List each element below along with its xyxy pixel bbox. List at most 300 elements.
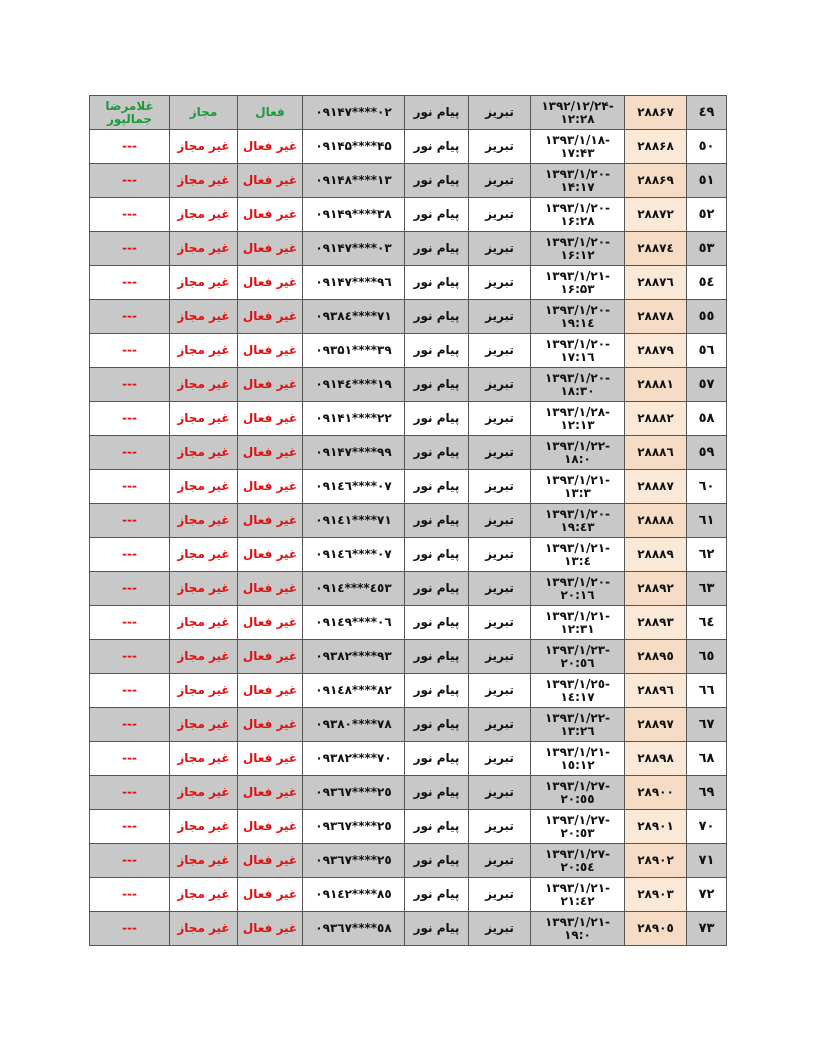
phone-cell: ۰۹۱۴۱****۲۲ bbox=[303, 402, 405, 436]
row-number-cell: ٥٢ bbox=[687, 198, 727, 232]
university-cell: پیام نور bbox=[405, 674, 469, 708]
row-number-cell: ٦١ bbox=[687, 504, 727, 538]
time-text: ۱۶:۱۲ bbox=[560, 247, 595, 262]
date-text: ۱۳۹۳/۱/۲۱- bbox=[544, 268, 610, 283]
datetime-cell bbox=[531, 912, 625, 946]
status-cell: غیر فعال bbox=[238, 572, 303, 606]
university-cell: پیام نور bbox=[405, 300, 469, 334]
row-number-cell: ٦٠ bbox=[687, 470, 727, 504]
table-body bbox=[90, 96, 727, 946]
time-text: ۱۳:٤ bbox=[564, 553, 591, 568]
assignee-cell: --- bbox=[90, 708, 170, 742]
assignee-cell: --- bbox=[90, 504, 170, 538]
permit-cell: غیر مجاز bbox=[170, 640, 238, 674]
status-cell: غیر فعال bbox=[238, 912, 303, 946]
assignee-cell: --- bbox=[90, 198, 170, 232]
university-cell: پیام نور bbox=[405, 538, 469, 572]
table-row bbox=[90, 776, 727, 810]
date-text: ۱۳۹۳/۱/۲۲- bbox=[544, 438, 610, 453]
date-text: ۱۳۹۳/۱/۲۰- bbox=[544, 336, 610, 351]
datetime-cell bbox=[531, 470, 625, 504]
city-cell: تبریز bbox=[469, 368, 531, 402]
university-cell: پیام نور bbox=[405, 878, 469, 912]
assignee-cell: --- bbox=[90, 878, 170, 912]
phone-cell: ۰۹۳۸۰****۷۸ bbox=[303, 708, 405, 742]
date-text: ۱۳۹۳/۱/۲۳- bbox=[544, 642, 610, 657]
permit-cell: غیر مجاز bbox=[170, 606, 238, 640]
phone-cell: ۰۹۱۴٤****۱۹ bbox=[303, 368, 405, 402]
city-cell: تبریز bbox=[469, 844, 531, 878]
city-cell: تبریز bbox=[469, 640, 531, 674]
row-number-cell: ٥٤ bbox=[687, 266, 727, 300]
assignee-cell: --- bbox=[90, 538, 170, 572]
row-number-cell: ٥٥ bbox=[687, 300, 727, 334]
table-row bbox=[90, 538, 727, 572]
code-cell: ۲۸۸۷٤ bbox=[625, 232, 687, 266]
code-cell: ۲۸۸۸۹ bbox=[625, 538, 687, 572]
university-cell: پیام نور bbox=[405, 198, 469, 232]
row-number-cell: ٥١ bbox=[687, 164, 727, 198]
status-cell: فعال bbox=[238, 96, 303, 130]
code-cell: ۲۸۸۹٥ bbox=[625, 640, 687, 674]
time-text: ۱٥:۱۲ bbox=[560, 757, 595, 772]
university-cell: پیام نور bbox=[405, 96, 469, 130]
row-number-cell: ٥٣ bbox=[687, 232, 727, 266]
time-text: ۲۰:٥۳ bbox=[560, 825, 595, 840]
datetime-cell bbox=[531, 810, 625, 844]
table-row bbox=[90, 708, 727, 742]
row-number-cell: ٥٧ bbox=[687, 368, 727, 402]
assignee-cell: --- bbox=[90, 266, 170, 300]
city-cell: تبریز bbox=[469, 504, 531, 538]
city-cell: تبریز bbox=[469, 96, 531, 130]
datetime-cell bbox=[531, 572, 625, 606]
university-cell: پیام نور bbox=[405, 844, 469, 878]
assignee-cell: --- bbox=[90, 810, 170, 844]
datetime-cell bbox=[531, 300, 625, 334]
date-text: ۱۳۹۳/۱/۲۰- bbox=[544, 574, 610, 589]
phone-cell: ۰۹۱۴۷****۹٦ bbox=[303, 266, 405, 300]
datetime-cell bbox=[531, 130, 625, 164]
row-number-cell: ٦٤ bbox=[687, 606, 727, 640]
datetime-cell bbox=[531, 640, 625, 674]
row-number-cell: ٦٧ bbox=[687, 708, 727, 742]
phone-cell: ۰۹۱٤٦****۰۷ bbox=[303, 470, 405, 504]
code-cell: ۲۸۸۹۷ bbox=[625, 708, 687, 742]
city-cell: تبریز bbox=[469, 470, 531, 504]
phone-cell: ۰۹۱٤۹****۰٦ bbox=[303, 606, 405, 640]
datetime-cell bbox=[531, 266, 625, 300]
table-row bbox=[90, 300, 727, 334]
row-number-cell: ٦٥ bbox=[687, 640, 727, 674]
code-cell: ۲۸۹۰۰ bbox=[625, 776, 687, 810]
time-text: ۱۶:۵۳ bbox=[560, 281, 595, 296]
row-number-cell: ٦٣ bbox=[687, 572, 727, 606]
phone-cell: ۰۹۳۸۲****۷۰ bbox=[303, 742, 405, 776]
table-row bbox=[90, 878, 727, 912]
assignee-cell: --- bbox=[90, 776, 170, 810]
row-number-cell: ٥٦ bbox=[687, 334, 727, 368]
phone-cell: ۰۹۳۵۱****۳۹ bbox=[303, 334, 405, 368]
permit-cell: غیر مجاز bbox=[170, 538, 238, 572]
assignee-cell: --- bbox=[90, 844, 170, 878]
datetime-cell bbox=[531, 606, 625, 640]
status-cell: غیر فعال bbox=[238, 266, 303, 300]
code-cell: ۲۸۸۷۹ bbox=[625, 334, 687, 368]
university-cell: پیام نور bbox=[405, 912, 469, 946]
date-text: ۱۳۹۳/۱/۲۲- bbox=[544, 710, 610, 725]
phone-cell: ۰۹۱٤۱****۷۱ bbox=[303, 504, 405, 538]
table-row bbox=[90, 742, 727, 776]
city-cell: تبریز bbox=[469, 776, 531, 810]
phone-cell: ۰۹۱٤٦****۰۷ bbox=[303, 538, 405, 572]
code-cell: ۲۸۸۸۸ bbox=[625, 504, 687, 538]
code-cell: ۲۸۸۷۲ bbox=[625, 198, 687, 232]
permit-cell: غیر مجاز bbox=[170, 130, 238, 164]
phone-cell: ۰۹۳۸٤****۷۱ bbox=[303, 300, 405, 334]
city-cell: تبریز bbox=[469, 606, 531, 640]
row-number-cell: ٦٨ bbox=[687, 742, 727, 776]
datetime-cell bbox=[531, 708, 625, 742]
phone-cell: ۰۹۳۸۲****۹۳ bbox=[303, 640, 405, 674]
phone-cell: ۰۹۳٦۷****۲٥ bbox=[303, 844, 405, 878]
datetime-cell bbox=[531, 164, 625, 198]
date-text: ۱۳۹۳/۱/۲۱- bbox=[544, 914, 610, 929]
datetime-cell bbox=[531, 402, 625, 436]
university-cell: پیام نور bbox=[405, 640, 469, 674]
phone-cell: ۰۹۱۴۵****۴۵ bbox=[303, 130, 405, 164]
date-text: ۱۳۹۳/۱/۲۷- bbox=[544, 778, 610, 793]
status-cell: غیر فعال bbox=[238, 674, 303, 708]
time-text: ۱۹:٤۳ bbox=[560, 519, 595, 534]
date-text: ۱۳۹۳/۱/۲۸- bbox=[544, 404, 610, 419]
status-cell: غیر فعال bbox=[238, 538, 303, 572]
table-row bbox=[90, 402, 727, 436]
date-text: ۱۳۹۳/۱/۲۱- bbox=[544, 540, 610, 555]
table-row bbox=[90, 810, 727, 844]
university-cell: پیام نور bbox=[405, 368, 469, 402]
row-number-cell: ٤٩ bbox=[687, 96, 727, 130]
phone-cell: ۰۹۱۴۸****۱۳ bbox=[303, 164, 405, 198]
phone-cell: ۰۹۱۴۷****۹۹ bbox=[303, 436, 405, 470]
university-cell: پیام نور bbox=[405, 470, 469, 504]
permit-cell: غیر مجاز bbox=[170, 164, 238, 198]
code-cell: ۲۸۹۰۲ bbox=[625, 844, 687, 878]
datetime-cell bbox=[531, 368, 625, 402]
phone-cell: ۰۹۳٦۷****٥۸ bbox=[303, 912, 405, 946]
phone-cell: ۰۹۱۴۷****۰۳ bbox=[303, 232, 405, 266]
city-cell: تبریز bbox=[469, 810, 531, 844]
city-cell: تبریز bbox=[469, 742, 531, 776]
code-cell: ۲۸۸۸٦ bbox=[625, 436, 687, 470]
assignee-cell: --- bbox=[90, 334, 170, 368]
code-cell: ۲۸۸۶۷ bbox=[625, 96, 687, 130]
row-number-cell: ٦٦ bbox=[687, 674, 727, 708]
date-text: ۱۳۹۳/۱/۱۸- bbox=[544, 132, 610, 147]
datetime-cell bbox=[531, 776, 625, 810]
code-cell: ۲۸۸۹۳ bbox=[625, 606, 687, 640]
datetime-cell bbox=[531, 334, 625, 368]
assignee-cell: --- bbox=[90, 742, 170, 776]
time-text: ۲۰:۱٦ bbox=[560, 587, 595, 602]
university-cell: پیام نور bbox=[405, 572, 469, 606]
city-cell: تبریز bbox=[469, 708, 531, 742]
assignee-cell: --- bbox=[90, 232, 170, 266]
table-row bbox=[90, 606, 727, 640]
date-text: ۱۳۹۳/۱/۲۱- bbox=[544, 472, 610, 487]
time-text: ۱۸:۳۰ bbox=[560, 383, 595, 398]
row-number-cell: ٥٨ bbox=[687, 402, 727, 436]
phone-cell: ۰۹۱٤۸****۸۲ bbox=[303, 674, 405, 708]
assignee-cell: غلامرضا جمالپور bbox=[90, 96, 170, 130]
code-cell: ۲۸۹۰٥ bbox=[625, 912, 687, 946]
table-row bbox=[90, 266, 727, 300]
permit-cell: غیر مجاز bbox=[170, 266, 238, 300]
phone-cell: ۰۹۱۴۹****۳۸ bbox=[303, 198, 405, 232]
row-number-cell: ٦٢ bbox=[687, 538, 727, 572]
assignee-cell: --- bbox=[90, 300, 170, 334]
code-cell: ۲۸۹۰۳ bbox=[625, 878, 687, 912]
time-text: ۱۷:۱٦ bbox=[560, 349, 595, 364]
datetime-cell bbox=[531, 674, 625, 708]
university-cell: پیام نور bbox=[405, 606, 469, 640]
table-row bbox=[90, 844, 727, 878]
datetime-cell bbox=[531, 538, 625, 572]
city-cell: تبریز bbox=[469, 878, 531, 912]
date-text: ۱۳۹۳/۱/۲۷- bbox=[544, 812, 610, 827]
status-cell: غیر فعال bbox=[238, 402, 303, 436]
row-number-cell: ۷۱ bbox=[687, 844, 727, 878]
assignee-cell: --- bbox=[90, 368, 170, 402]
status-cell: غیر فعال bbox=[238, 130, 303, 164]
code-cell: ۲۸۸۹٦ bbox=[625, 674, 687, 708]
phone-cell: ۰۹۳٦۷****۲٥ bbox=[303, 810, 405, 844]
registry-table bbox=[89, 95, 727, 946]
date-text: ۱۳۹۳/۱/۲۷- bbox=[544, 846, 610, 861]
time-text: ۱۶:۲۸ bbox=[560, 213, 595, 228]
university-cell: پیام نور bbox=[405, 776, 469, 810]
code-cell: ۲۸۸۶۹ bbox=[625, 164, 687, 198]
code-cell: ۲۸۸۷٦ bbox=[625, 266, 687, 300]
assignee-cell: --- bbox=[90, 402, 170, 436]
code-cell: ۲۸۸۸۱ bbox=[625, 368, 687, 402]
datetime-cell bbox=[531, 742, 625, 776]
assignee-cell: --- bbox=[90, 164, 170, 198]
table-row bbox=[90, 640, 727, 674]
table-row bbox=[90, 198, 727, 232]
city-cell: تبریز bbox=[469, 164, 531, 198]
city-cell: تبریز bbox=[469, 232, 531, 266]
table-row bbox=[90, 130, 727, 164]
status-cell: غیر فعال bbox=[238, 436, 303, 470]
city-cell: تبریز bbox=[469, 130, 531, 164]
row-number-cell: ٦٩ bbox=[687, 776, 727, 810]
permit-cell: غیر مجاز bbox=[170, 912, 238, 946]
row-number-cell: ٥٠ bbox=[687, 130, 727, 164]
status-cell: غیر فعال bbox=[238, 878, 303, 912]
permit-cell: غیر مجاز bbox=[170, 368, 238, 402]
time-text: ۱۲:۱۳ bbox=[560, 417, 595, 432]
permit-cell: غیر مجاز bbox=[170, 334, 238, 368]
permit-cell: غیر مجاز bbox=[170, 470, 238, 504]
university-cell: پیام نور bbox=[405, 130, 469, 164]
permit-cell: غیر مجاز bbox=[170, 810, 238, 844]
city-cell: تبریز bbox=[469, 674, 531, 708]
status-cell: غیر فعال bbox=[238, 844, 303, 878]
code-cell: ۲۸۹۰۱ bbox=[625, 810, 687, 844]
permit-cell: غیر مجاز bbox=[170, 742, 238, 776]
permit-cell: غیر مجاز bbox=[170, 878, 238, 912]
assignee-cell: --- bbox=[90, 572, 170, 606]
assignee-cell: --- bbox=[90, 470, 170, 504]
permit-cell: غیر مجاز bbox=[170, 232, 238, 266]
city-cell: تبریز bbox=[469, 300, 531, 334]
status-cell: غیر فعال bbox=[238, 742, 303, 776]
status-cell: غیر فعال bbox=[238, 640, 303, 674]
time-text: ۱٤:۱۷ bbox=[560, 689, 595, 704]
status-cell: غیر فعال bbox=[238, 198, 303, 232]
date-text: ۱۳۹۳/۱/۲۰- bbox=[544, 370, 610, 385]
university-cell: پیام نور bbox=[405, 266, 469, 300]
assignee-cell: --- bbox=[90, 640, 170, 674]
permit-cell: مجاز bbox=[170, 96, 238, 130]
permit-cell: غیر مجاز bbox=[170, 776, 238, 810]
table-row bbox=[90, 368, 727, 402]
row-number-cell: ۷۰ bbox=[687, 810, 727, 844]
table-row bbox=[90, 572, 727, 606]
status-cell: غیر فعال bbox=[238, 164, 303, 198]
assignee-cell: --- bbox=[90, 912, 170, 946]
code-cell: ۲۸۸۷۸ bbox=[625, 300, 687, 334]
university-cell: پیام نور bbox=[405, 810, 469, 844]
status-cell: غیر فعال bbox=[238, 334, 303, 368]
university-cell: پیام نور bbox=[405, 164, 469, 198]
permit-cell: غیر مجاز bbox=[170, 708, 238, 742]
table-row bbox=[90, 504, 727, 538]
university-cell: پیام نور bbox=[405, 504, 469, 538]
phone-cell: ۰۹۱٤٥****٤۳ bbox=[303, 572, 405, 606]
university-cell: پیام نور bbox=[405, 708, 469, 742]
status-cell: غیر فعال bbox=[238, 300, 303, 334]
permit-cell: غیر مجاز bbox=[170, 674, 238, 708]
date-text: ۱۳۹۳/۱/۲۰- bbox=[544, 506, 610, 521]
table-row bbox=[90, 96, 727, 130]
date-text: ۱۳۹۳/۱/۲۱- bbox=[544, 608, 610, 623]
time-text: ۲۰:٥٤ bbox=[560, 859, 595, 874]
university-cell: پیام نور bbox=[405, 436, 469, 470]
time-text: ۱۲:۳۱ bbox=[560, 621, 595, 636]
status-cell: غیر فعال bbox=[238, 232, 303, 266]
code-cell: ۲۸۸۹۲ bbox=[625, 572, 687, 606]
permit-cell: غیر مجاز bbox=[170, 198, 238, 232]
code-cell: ۲۸۸۸۲ bbox=[625, 402, 687, 436]
table-row bbox=[90, 674, 727, 708]
permit-cell: غیر مجاز bbox=[170, 844, 238, 878]
status-cell: غیر فعال bbox=[238, 470, 303, 504]
datetime-cell bbox=[531, 844, 625, 878]
datetime-cell bbox=[531, 198, 625, 232]
assignee-cell: --- bbox=[90, 130, 170, 164]
university-cell: پیام نور bbox=[405, 742, 469, 776]
university-cell: پیام نور bbox=[405, 232, 469, 266]
code-cell: ۲۸۸۶۸ bbox=[625, 130, 687, 164]
assignee-cell: --- bbox=[90, 436, 170, 470]
phone-cell: ۰۹۳٦۷****۲٥ bbox=[303, 776, 405, 810]
assignee-cell: --- bbox=[90, 674, 170, 708]
city-cell: تبریز bbox=[469, 334, 531, 368]
assignee-cell: --- bbox=[90, 606, 170, 640]
status-cell: غیر فعال bbox=[238, 606, 303, 640]
time-text: ۱۷:۴۳ bbox=[560, 145, 595, 160]
city-cell: تبریز bbox=[469, 538, 531, 572]
date-text: ۱۳۹۳/۱/۲۰- bbox=[544, 302, 610, 317]
permit-cell: غیر مجاز bbox=[170, 300, 238, 334]
datetime-cell bbox=[531, 96, 625, 130]
phone-cell: ۰۹۱۴۷****۰۲ bbox=[303, 96, 405, 130]
code-cell: ۲۸۸۹۸ bbox=[625, 742, 687, 776]
date-text: ۱۳۹۳/۱/۲۰- bbox=[544, 234, 610, 249]
table-row bbox=[90, 164, 727, 198]
time-text: ۲۰:٥٦ bbox=[560, 655, 595, 670]
table-row bbox=[90, 334, 727, 368]
permit-cell: غیر مجاز bbox=[170, 572, 238, 606]
city-cell: تبریز bbox=[469, 572, 531, 606]
status-cell: غیر فعال bbox=[238, 776, 303, 810]
status-cell: غیر فعال bbox=[238, 810, 303, 844]
city-cell: تبریز bbox=[469, 266, 531, 300]
row-number-cell: ۷۳ bbox=[687, 912, 727, 946]
city-cell: تبریز bbox=[469, 198, 531, 232]
date-text: ۱۳۹۲/۱۲/۲۴- bbox=[541, 98, 614, 113]
permit-cell: غیر مجاز bbox=[170, 504, 238, 538]
date-text: ۱۳۹۳/۱/۲۱- bbox=[544, 880, 610, 895]
permit-cell: غیر مجاز bbox=[170, 402, 238, 436]
city-cell: تبریز bbox=[469, 912, 531, 946]
code-cell: ۲۸۸۸۷ bbox=[625, 470, 687, 504]
city-cell: تبریز bbox=[469, 436, 531, 470]
datetime-cell bbox=[531, 504, 625, 538]
table-row bbox=[90, 470, 727, 504]
date-text: ۱۳۹۳/۱/۲۱- bbox=[544, 744, 610, 759]
datetime-cell bbox=[531, 232, 625, 266]
status-cell: غیر فعال bbox=[238, 708, 303, 742]
row-number-cell: ٥٩ bbox=[687, 436, 727, 470]
date-text: ۱۳۹۳/۱/۲۰- bbox=[544, 166, 610, 181]
date-text: ۱۳۹۳/۱/۲٥- bbox=[544, 676, 611, 691]
date-text: ۱۳۹۳/۱/۲۰- bbox=[544, 200, 610, 215]
phone-cell: ۰۹۱٤۲****۸٥ bbox=[303, 878, 405, 912]
time-text: ۱۳:۲٦ bbox=[560, 723, 595, 738]
time-text: ۱۴:۱۷ bbox=[560, 179, 595, 194]
time-text: ۱۹:۱٤ bbox=[560, 315, 595, 330]
table-row bbox=[90, 912, 727, 946]
row-number-cell: ۷۲ bbox=[687, 878, 727, 912]
university-cell: پیام نور bbox=[405, 402, 469, 436]
status-cell: غیر فعال bbox=[238, 368, 303, 402]
table-row bbox=[90, 232, 727, 266]
time-text: ۲۱:٤۲ bbox=[560, 893, 595, 908]
permit-cell: غیر مجاز bbox=[170, 436, 238, 470]
university-cell: پیام نور bbox=[405, 334, 469, 368]
status-cell: غیر فعال bbox=[238, 504, 303, 538]
time-text: ۱۸:۰ bbox=[564, 451, 591, 466]
time-text: ۲۰:٥٥ bbox=[560, 791, 595, 806]
datetime-cell bbox=[531, 436, 625, 470]
city-cell: تبریز bbox=[469, 402, 531, 436]
time-text: ۱۲:۲۸ bbox=[560, 111, 595, 126]
datetime-cell bbox=[531, 878, 625, 912]
time-text: ۱۹:۰ bbox=[564, 927, 591, 942]
